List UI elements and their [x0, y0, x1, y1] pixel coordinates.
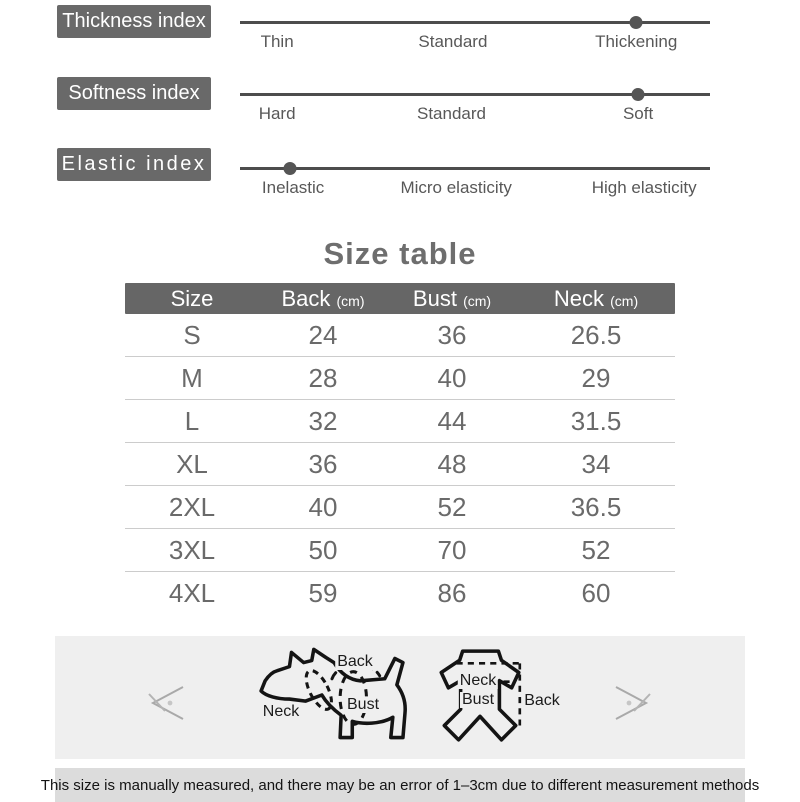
- left-decorative-arrow-icon: [145, 682, 189, 722]
- elastic-slider-dot: [283, 162, 296, 175]
- softness-option-standard: Standard: [417, 104, 486, 123]
- thickness-index-label: Thickness index: [57, 5, 211, 38]
- cell-bust: 52: [437, 491, 467, 522]
- cell-bust: 44: [437, 405, 467, 436]
- elastic-index-slider: [240, 167, 710, 227]
- elastic-option-micro: Micro elasticity: [400, 178, 512, 197]
- cell-back: 24: [308, 319, 338, 350]
- cell-neck: 60: [581, 578, 611, 608]
- slider-track: [240, 167, 710, 170]
- cell-back: 40: [308, 491, 338, 522]
- cell-neck: 31.5: [570, 405, 622, 436]
- size-table: [125, 283, 675, 615]
- thickness-option-standard: Standard: [418, 32, 488, 51]
- table-row: [125, 529, 675, 572]
- col-header-neck: Neck (cm): [553, 285, 639, 311]
- table-row: [125, 400, 675, 443]
- softness-option-hard: Hard: [258, 104, 296, 123]
- cell-neck: 34: [581, 448, 611, 479]
- thickness-option-thin: Thin: [260, 32, 294, 51]
- thickness-slider-dot: [630, 16, 643, 29]
- cell-back: 28: [308, 362, 338, 393]
- cell-size: S: [183, 319, 201, 350]
- cell-back: 50: [308, 534, 338, 565]
- softness-index-label: Softness index: [57, 77, 211, 110]
- table-row: [125, 314, 675, 357]
- dog-measurement-diagram-icon: [255, 644, 407, 746]
- garment-neck-label: Neck: [459, 672, 497, 689]
- cell-neck: 26.5: [570, 319, 622, 350]
- cell-bust: 36: [437, 319, 467, 350]
- table-row: [125, 572, 675, 615]
- cell-bust: 86: [437, 578, 467, 608]
- cell-size: 4XL: [168, 578, 216, 608]
- cell-size: XL: [176, 448, 208, 479]
- softness-slider-dot: [632, 88, 645, 101]
- table-row: [125, 357, 675, 400]
- thickness-option-thickening: Thickening: [595, 32, 678, 51]
- cell-back: 59: [308, 578, 338, 608]
- elastic-option-inelastic: Inelastic: [261, 178, 325, 197]
- unit-cm: (cm): [336, 292, 365, 309]
- right-decorative-arrow-icon: [610, 682, 654, 722]
- cell-size: 3XL: [168, 534, 216, 565]
- thickness-index-slider: [240, 21, 710, 81]
- cell-size: 2XL: [168, 491, 216, 522]
- table-row: [125, 486, 675, 529]
- cell-neck: 36.5: [570, 491, 622, 522]
- unit-cm: (cm): [463, 292, 492, 309]
- softness-index-slider: [240, 93, 710, 153]
- unit-cm: (cm): [610, 292, 639, 309]
- measurement-diagram-panel: [55, 636, 745, 759]
- garment-back-label: Back: [524, 692, 560, 709]
- cell-bust: 48: [437, 448, 467, 479]
- cell-size: L: [184, 405, 200, 436]
- garment-bust-label: Bust: [461, 691, 495, 708]
- col-header-size: Size: [170, 285, 214, 311]
- table-row: [125, 443, 675, 486]
- cell-back: 36: [308, 448, 338, 479]
- dog-bust-label: Bust: [346, 696, 380, 713]
- elastic-option-high: High elasticity: [591, 178, 697, 197]
- size-table-title: Size table: [323, 236, 477, 271]
- cell-bust: 40: [437, 362, 467, 393]
- cell-back: 32: [308, 405, 338, 436]
- measurement-disclaimer: This size is manually measured, and there may be an error of 1–3cm due to different measurement methods: [55, 768, 745, 802]
- size-table-header: [125, 283, 675, 314]
- softness-option-soft: Soft: [622, 104, 654, 123]
- dog-back-label: Back: [337, 653, 373, 670]
- cell-neck: 52: [581, 534, 611, 565]
- col-header-bust: Bust (cm): [412, 285, 492, 311]
- col-header-back: Back (cm): [281, 285, 365, 311]
- dog-neck-label: Neck: [262, 703, 300, 720]
- cell-bust: 70: [437, 534, 467, 565]
- elastic-index-label: Elastic index: [57, 148, 211, 181]
- cell-size: M: [181, 362, 203, 393]
- cell-neck: 29: [581, 362, 611, 393]
